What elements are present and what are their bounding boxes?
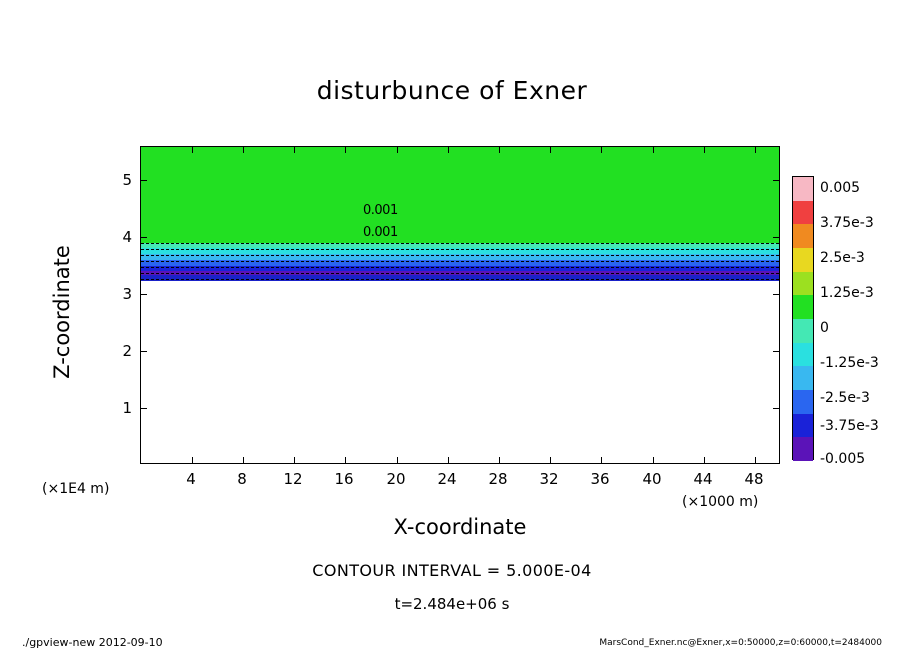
x-tick-label: 16 (334, 470, 354, 488)
axis-tick (550, 457, 551, 463)
field-region-zero (141, 147, 779, 241)
colorbar-cell (793, 201, 813, 225)
axis-tick (192, 457, 193, 463)
axis-tick (653, 147, 654, 153)
x-tick-label: 8 (237, 470, 247, 488)
colorbar-tick-label: -3.75e-3 (820, 418, 879, 434)
colorbar-tick-label: 0 (820, 320, 829, 336)
axis-tick (294, 457, 295, 463)
y-tick-label: 4 (122, 228, 132, 246)
contour-line (141, 273, 779, 274)
colorbar-tick-label: 1.25e-3 (820, 285, 874, 301)
axis-tick (773, 351, 779, 352)
axis-tick (397, 457, 398, 463)
colorbar-tick-label: -1.25e-3 (820, 355, 879, 371)
axis-tick (448, 147, 449, 153)
axis-tick (141, 408, 147, 409)
contour-line (141, 279, 779, 280)
axis-tick (192, 147, 193, 153)
axis-tick (601, 147, 602, 153)
contour-line (141, 261, 779, 262)
colorbar-tick-label: -0.005 (820, 451, 866, 467)
axis-tick (345, 457, 346, 463)
axis-tick (653, 457, 654, 463)
axis-tick (294, 147, 295, 153)
field-region-minimum (141, 275, 779, 281)
axis-tick (704, 147, 705, 153)
colorbar-cell (793, 272, 813, 296)
axis-tick (773, 237, 779, 238)
x-tick-label: 48 (744, 470, 764, 488)
x-tick-label: 44 (693, 470, 713, 488)
y-tick-label: 3 (122, 285, 132, 303)
contour-line (141, 249, 779, 250)
colorbar-cell (793, 177, 813, 201)
axis-tick (755, 147, 756, 153)
axis-tick (550, 147, 551, 153)
y-axis-label: Z-coordinate (50, 245, 74, 379)
contour-interval-label: CONTOUR INTERVAL = 5.000E-04 (312, 561, 592, 580)
axis-tick (773, 294, 779, 295)
colorbar-cell (793, 366, 813, 390)
plot-area (140, 146, 780, 464)
x-tick-label: 36 (590, 470, 610, 488)
colorbar-tick-label: -2.5e-3 (820, 390, 870, 406)
axis-tick (141, 180, 147, 181)
footer-right-label: MarsCond_Exner.nc@Exner,x=0:50000,z=0:60000,t=2484000 (599, 638, 882, 648)
axis-tick (755, 457, 756, 463)
contour-inline-label: 0.001 (363, 225, 398, 240)
contour-line (141, 243, 779, 244)
colorbar-cell (793, 437, 813, 461)
axis-tick (601, 457, 602, 463)
axis-tick (448, 457, 449, 463)
footer-left-label: ./gpview-new 2012-09-10 (22, 636, 163, 649)
x-axis-label: X-coordinate (393, 515, 527, 539)
colorbar-tick-label: 2.5e-3 (820, 250, 865, 266)
axis-tick (243, 457, 244, 463)
colorbar (792, 176, 814, 460)
axis-tick (141, 351, 147, 352)
axis-tick (141, 237, 147, 238)
colorbar-cell (793, 414, 813, 438)
page-title: disturbunce of Exner (316, 76, 588, 105)
x-tick-label: 28 (488, 470, 508, 488)
contour-line (141, 267, 779, 268)
contour-line (141, 255, 779, 256)
colorbar-cell (793, 343, 813, 367)
x-tick-label: 12 (283, 470, 303, 488)
axis-tick (773, 408, 779, 409)
y-tick-label: 2 (122, 342, 132, 360)
axis-tick (397, 147, 398, 153)
colorbar-cell (793, 224, 813, 248)
time-label: t=2.484e+06 s (394, 595, 510, 613)
axis-tick (499, 147, 500, 153)
colorbar-cell (793, 295, 813, 319)
colorbar-cell (793, 319, 813, 343)
x-tick-label: 40 (642, 470, 662, 488)
field-region-layers (141, 241, 779, 275)
axis-tick (345, 147, 346, 153)
axis-tick (499, 457, 500, 463)
contour-inline-label: 0.001 (363, 203, 398, 218)
colorbar-cell (793, 390, 813, 414)
x-tick-label: 4 (186, 470, 196, 488)
axis-tick (704, 457, 705, 463)
axis-tick (773, 180, 779, 181)
axis-tick (141, 294, 147, 295)
y-axis-units: (×1E4 m) (42, 481, 110, 497)
y-tick-label: 1 (122, 399, 132, 417)
x-tick-label: 32 (539, 470, 559, 488)
colorbar-cell (793, 248, 813, 272)
x-tick-label: 20 (386, 470, 406, 488)
x-axis-units: (×1000 m) (682, 494, 759, 510)
colorbar-tick-label: 3.75e-3 (820, 215, 874, 231)
x-tick-label: 24 (437, 470, 457, 488)
colorbar-tick-label: 0.005 (820, 180, 861, 196)
axis-tick (243, 147, 244, 153)
y-tick-label: 5 (122, 171, 132, 189)
